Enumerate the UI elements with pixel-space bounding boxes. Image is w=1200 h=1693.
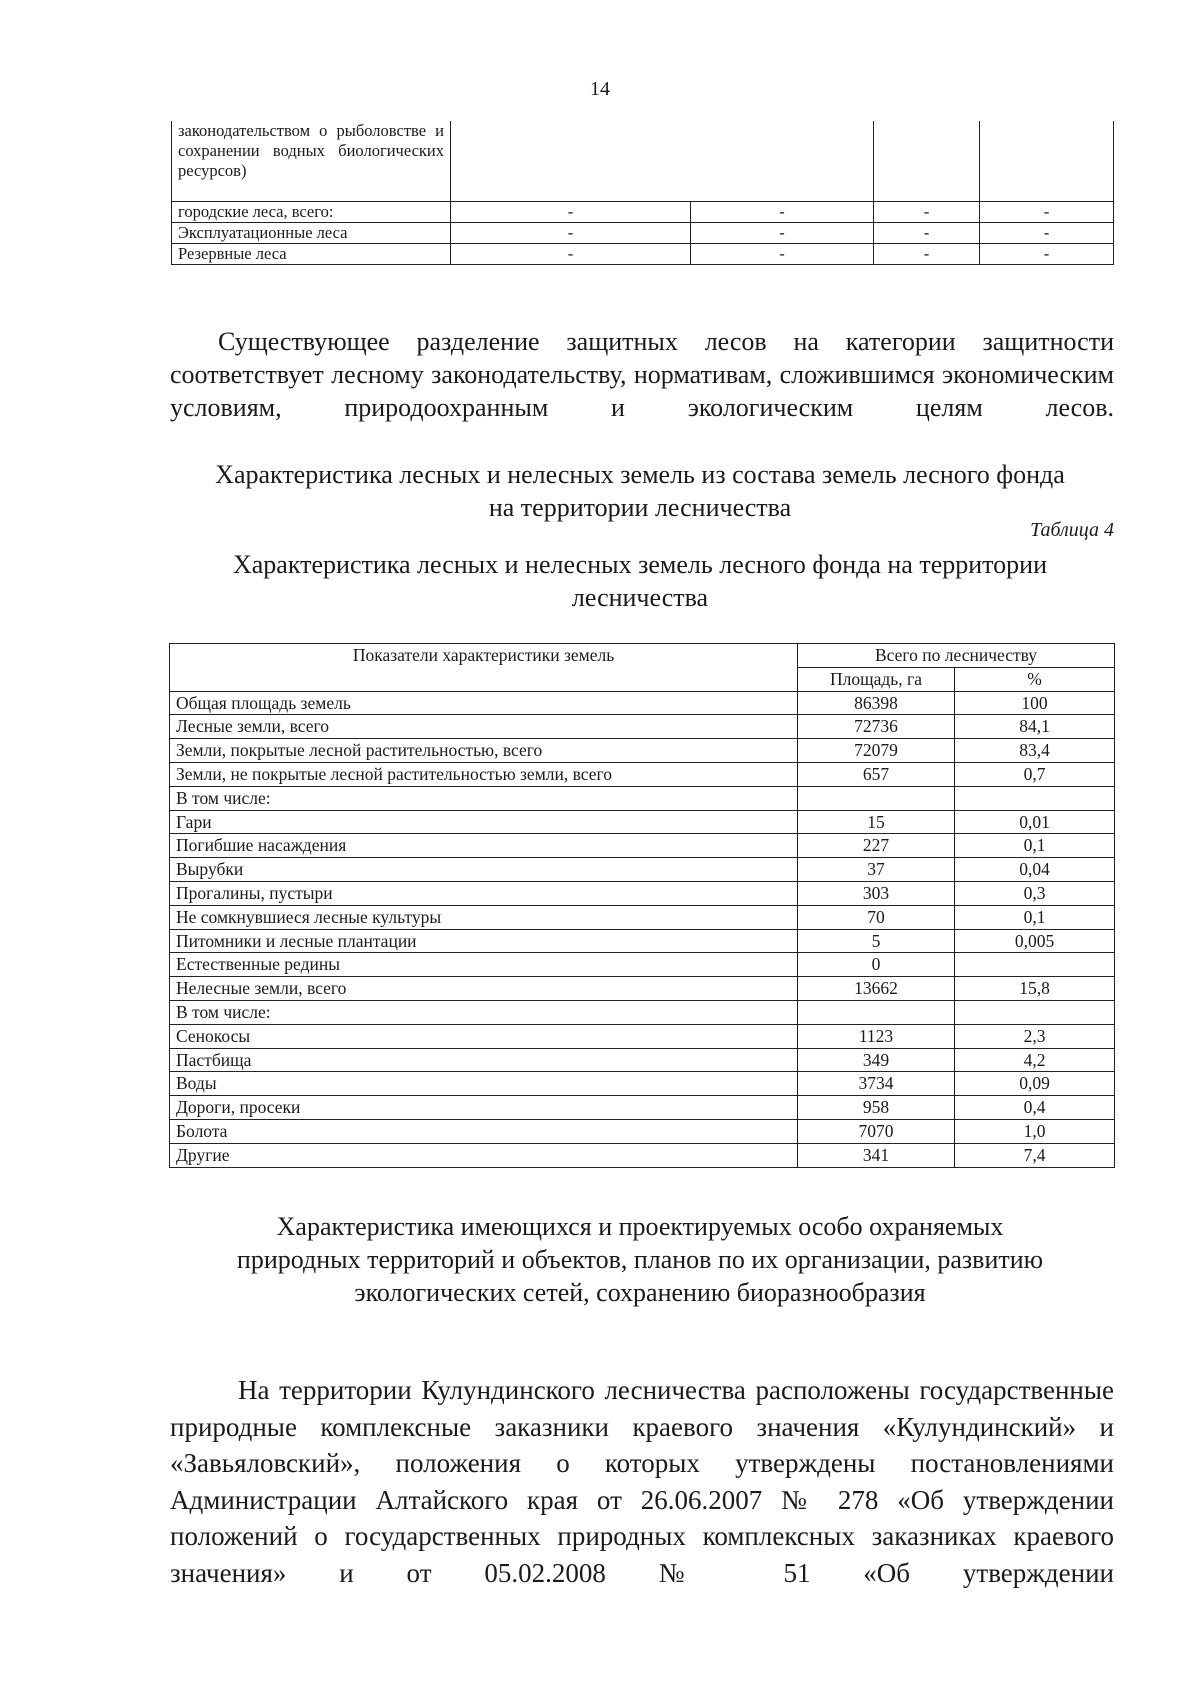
row-label: Прогалины, пустыри bbox=[170, 881, 798, 905]
row-value: - bbox=[874, 223, 980, 244]
row-value: - bbox=[691, 244, 874, 265]
row-label: городские леса, всего: bbox=[172, 202, 451, 223]
row-label: В том числе: bbox=[170, 786, 798, 810]
table-row bbox=[172, 244, 1114, 265]
area-cell: 37 bbox=[798, 858, 955, 882]
percent-cell: 0,7 bbox=[955, 762, 1115, 786]
percent-cell: 4,2 bbox=[955, 1048, 1115, 1072]
percent-cell: 84,1 bbox=[955, 715, 1115, 739]
row-label: Воды bbox=[170, 1072, 798, 1096]
area-cell bbox=[798, 786, 955, 810]
table-row bbox=[170, 1024, 1115, 1048]
section-heading-lands: Характеристика лесных и нелесных земель из состава земель лесного фонда на территории лесничества bbox=[215, 460, 1065, 522]
row-value: - bbox=[980, 223, 1114, 244]
percent-cell: 7,4 bbox=[955, 1143, 1115, 1167]
percent-cell bbox=[955, 953, 1115, 977]
area-cell: 5 bbox=[798, 929, 955, 953]
row-value: - bbox=[691, 223, 874, 244]
percent-cell: 100 bbox=[955, 691, 1115, 715]
header-area: Площадь, га bbox=[798, 667, 955, 691]
area-cell: 227 bbox=[798, 834, 955, 858]
table-row bbox=[170, 929, 1115, 953]
table-header-row bbox=[170, 644, 1115, 668]
percent-cell: 0,09 bbox=[955, 1072, 1115, 1096]
table-row bbox=[170, 834, 1115, 858]
table-row bbox=[170, 1096, 1115, 1120]
header-indicator: Показатели характеристики земель bbox=[170, 644, 798, 692]
continuation-table bbox=[171, 121, 1114, 265]
row-label: Общая площадь земель bbox=[170, 691, 798, 715]
row-label: Лесные земли, всего bbox=[170, 715, 798, 739]
table-row bbox=[170, 1072, 1115, 1096]
table-row bbox=[170, 953, 1115, 977]
percent-cell: 0,4 bbox=[955, 1096, 1115, 1120]
percent-cell bbox=[955, 786, 1115, 810]
area-cell: 72079 bbox=[798, 739, 955, 763]
row-label: Болота bbox=[170, 1119, 798, 1143]
row-label: Погибшие насаждения bbox=[170, 834, 798, 858]
row-value: - bbox=[691, 202, 874, 223]
row-value: - bbox=[980, 244, 1114, 265]
table-row bbox=[170, 858, 1115, 882]
row-label: Пастбища bbox=[170, 1048, 798, 1072]
row-label: Дороги, просеки bbox=[170, 1096, 798, 1120]
area-cell: 341 bbox=[798, 1143, 955, 1167]
row-value: - bbox=[451, 223, 691, 244]
row-label: В том числе: bbox=[170, 1000, 798, 1024]
table-row bbox=[170, 739, 1115, 763]
paragraph-reserves: На территории Кулундинского лесничества расположены государственные природные комплексные заказники краевого значения «Кулундинский» и «Завьяловский», положения о которых утверждены постановлениями Администрации Алтайского края от 26.06.2007 № 278 «Об утверждении положений о государственных природных комплексных заказниках краевого значения» и от 05.02.2008 № 51 «Об утверждении bbox=[170, 1375, 1114, 1588]
percent-cell: 0,01 bbox=[955, 810, 1115, 834]
table-row bbox=[170, 1143, 1115, 1167]
percent-cell: 0,3 bbox=[955, 881, 1115, 905]
row-value: - bbox=[451, 202, 691, 223]
table-row bbox=[172, 202, 1114, 223]
area-cell: 13662 bbox=[798, 977, 955, 1001]
area-cell: 7070 bbox=[798, 1119, 955, 1143]
table-row bbox=[170, 905, 1115, 929]
row-label: Земли, покрытые лесной растительностью, всего bbox=[170, 739, 798, 763]
percent-cell: 0,04 bbox=[955, 858, 1115, 882]
area-cell: 70 bbox=[798, 905, 955, 929]
table-row bbox=[170, 715, 1115, 739]
table-row bbox=[172, 223, 1114, 244]
area-cell: 958 bbox=[798, 1096, 955, 1120]
section-heading-protected-areas: Характеристика имеющихся и проектируемых особо охраняемых природных территорий и объектов, планов по их организации, развитию экологических сетей, сохранению биоразнообразия bbox=[236, 1212, 1044, 1307]
table-row bbox=[170, 786, 1115, 810]
area-cell: 349 bbox=[798, 1048, 955, 1072]
area-cell: 86398 bbox=[798, 691, 955, 715]
land-characteristics-table bbox=[169, 643, 1115, 1168]
table-row bbox=[172, 121, 1114, 202]
percent-cell: 1,0 bbox=[955, 1119, 1115, 1143]
table-caption: Таблица 4 bbox=[1030, 519, 1114, 541]
page-number: 14 bbox=[590, 78, 610, 100]
area-cell: 3734 bbox=[798, 1072, 955, 1096]
area-cell bbox=[798, 1000, 955, 1024]
percent-cell: 2,3 bbox=[955, 1024, 1115, 1048]
row-label: Земли, не покрытые лесной растительностью земли, всего bbox=[170, 762, 798, 786]
continued-cell-text: законодательством о рыболовстве и сохранении водных биологических ресурсов) bbox=[172, 121, 451, 202]
table-row bbox=[170, 1048, 1115, 1072]
percent-cell: 15,8 bbox=[955, 977, 1115, 1001]
area-cell: 72736 bbox=[798, 715, 955, 739]
row-label: Нелесные земли, всего bbox=[170, 977, 798, 1001]
row-label: Естественные редины bbox=[170, 953, 798, 977]
percent-cell: 0,1 bbox=[955, 834, 1115, 858]
percent-cell: 0,005 bbox=[955, 929, 1115, 953]
row-value: - bbox=[874, 202, 980, 223]
row-label: Гари bbox=[170, 810, 798, 834]
percent-cell: 83,4 bbox=[955, 739, 1115, 763]
table-row bbox=[170, 810, 1115, 834]
area-cell: 1123 bbox=[798, 1024, 955, 1048]
row-value: - bbox=[874, 244, 980, 265]
row-value: - bbox=[980, 202, 1114, 223]
row-value: - bbox=[451, 244, 691, 265]
area-cell: 303 bbox=[798, 881, 955, 905]
table-row bbox=[170, 762, 1115, 786]
row-label: Вырубки bbox=[170, 858, 798, 882]
table-row bbox=[170, 1000, 1115, 1024]
header-percent: % bbox=[955, 667, 1115, 691]
table-row bbox=[170, 691, 1115, 715]
table-row bbox=[170, 881, 1115, 905]
area-cell: 15 bbox=[798, 810, 955, 834]
percent-cell: 0,1 bbox=[955, 905, 1115, 929]
row-label: Эксплуатационные леса bbox=[172, 223, 451, 244]
row-label: Другие bbox=[170, 1143, 798, 1167]
row-label: Не сомкнувшиеся лесные культуры bbox=[170, 905, 798, 929]
area-cell: 657 bbox=[798, 762, 955, 786]
percent-cell bbox=[955, 1000, 1115, 1024]
row-label: Сенокосы bbox=[170, 1024, 798, 1048]
header-total: Всего по лесничеству bbox=[798, 644, 1115, 668]
table-row bbox=[170, 977, 1115, 1001]
row-label: Питомники и лесные плантации bbox=[170, 929, 798, 953]
table-title: Характеристика лесных и нелесных земель лесного фонда на территории лесничества bbox=[232, 550, 1047, 612]
area-cell: 0 bbox=[798, 953, 955, 977]
row-label: Резервные леса bbox=[172, 244, 451, 265]
table-row bbox=[170, 1119, 1115, 1143]
paragraph-protective-forests: Существующее разделение защитных лесов на категории защитности соответствует лесному законодательству, нормативам, сложившимся экономическим условиям, природоохранным и экологическим целям лесов. bbox=[170, 327, 1114, 422]
